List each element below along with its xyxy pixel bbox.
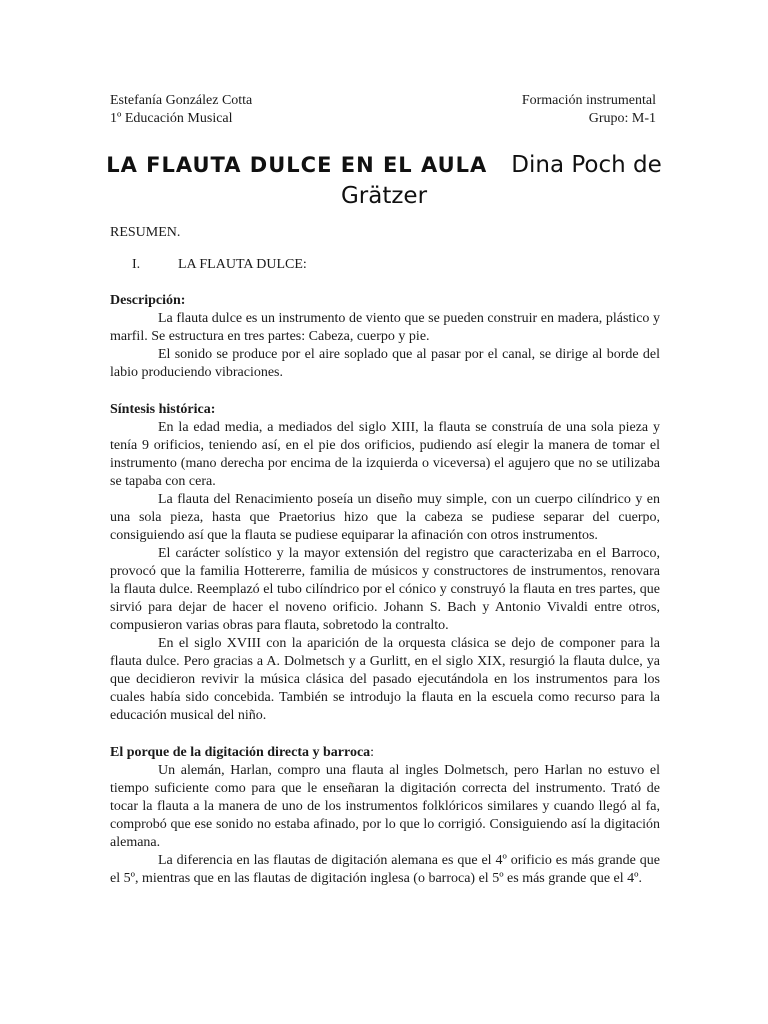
descripcion-paragraph-1: La flauta dulce es un instrumento de viento que se pueden construir en madera, plástico y marfil. Se estructura en tres partes: Cabeza, cuerpo y pie. bbox=[110, 311, 660, 344]
digitacion-paragraph-2: La diferencia en las flautas de digitación alemana es que el 4º orificio es más grande que el 5º, mientras que en las flautas de digitación inglesa (o barroca) el 5º es más grande que el 4º. bbox=[110, 853, 660, 886]
digitacion-heading-line bbox=[110, 744, 660, 762]
header-left bbox=[110, 92, 252, 128]
digitacion-heading-colon: : bbox=[370, 745, 375, 760]
group-name: Grupo: M-1 bbox=[588, 111, 656, 126]
subject-name: Formación instrumental bbox=[521, 93, 656, 108]
title-main: LA FLAUTA DULCE EN EL AULA bbox=[106, 153, 488, 177]
descripcion-heading: Descripción: bbox=[110, 293, 186, 308]
sintesis-paragraph-2: La flauta del Renacimiento poseía un diseño muy simple, con un cuerpo cilíndrico y en una sola pieza, hasta que Praetorius hizo que la cabeza se pudiese separar del cuerpo, consiguiendo así que la flauta se pudiese equiparar la afinación con otros instrumentos. bbox=[110, 492, 660, 543]
course-name: 1º Educación Musical bbox=[110, 111, 233, 126]
header-right bbox=[522, 92, 656, 128]
sintesis-paragraph-1: En la edad media, a mediados del siglo XIII, la flauta se construía de una sola pieza y tenía 9 orificios, teniendo así, en el pie dos orificios, pudiendo así elegir la manera de tomar el instrumento (mano derecha por encima de la izquierda o viceversa) el agujero que no se utilizaba se tapaba con cera. bbox=[110, 420, 660, 489]
sintesis-paragraph-4: En el siglo XVIII con la aparición de la orquesta clásica se dejo de componer para la flauta dulce. Pero gracias a A. Dolmetsch y a Gurlitt, en el siglo XIX, resurgió la flauta dulce, ya que decidieron revivir la música clásica del pasado ejecutándola en los instrumentos para los cuales había sido concebida. También se introdujo la flauta en la escuela como recurso para la educación musical del niño. bbox=[110, 636, 660, 723]
digitacion-heading: El porque de la digitación directa y barroca bbox=[110, 745, 371, 760]
digitacion-paragraph-1: Un alemán, Harlan, compro una flauta al ingles Dolmetsch, pero Harlan no estuvo el tiempo suficiente como para que le enseñaran la digitación correcta del instrumento. Trató de tocar la flauta a la manera de uno de los instrumentos folklóricos similares y cuando llegó al fa, comprobó que ese sonido no estaba afinado, por lo que lo corrigió. Consiguiendo así la digitación alemana. bbox=[110, 763, 660, 850]
sintesis-heading: Síntesis histórica: bbox=[110, 402, 216, 417]
title-author: Dina Poch de Grätzer bbox=[340, 152, 662, 209]
section-heading bbox=[110, 256, 660, 274]
descripcion-paragraph-2: El sonido se produce por el aire soplado que al pasar por el canal, se dirige al borde del labio produciendo vibraciones. bbox=[110, 347, 660, 380]
section-number: I. bbox=[132, 257, 141, 272]
sintesis-paragraph-3: El carácter solístico y la mayor extensión del registro que caracterizaba en el Barroco, provocó que la familia Hottererre, familia de músicos y constructores de instrumentos, renovara la flauta dulce. Reemplazó el tubo cilíndrico por el cónico y construyó la flauta en tres partes, que sirvió para dejar de hacer el noveno orificio. Johann S. Bach y Antonio Vivaldi entre otros, compusieron varias obras para flauta, sobretodo la contralto. bbox=[110, 546, 660, 633]
document-body bbox=[110, 224, 660, 888]
author-name: Estefanía González Cotta bbox=[110, 93, 253, 108]
section-title: LA FLAUTA DULCE: bbox=[178, 257, 307, 272]
document-title bbox=[100, 150, 668, 212]
resumen-label: RESUMEN. bbox=[110, 225, 181, 240]
